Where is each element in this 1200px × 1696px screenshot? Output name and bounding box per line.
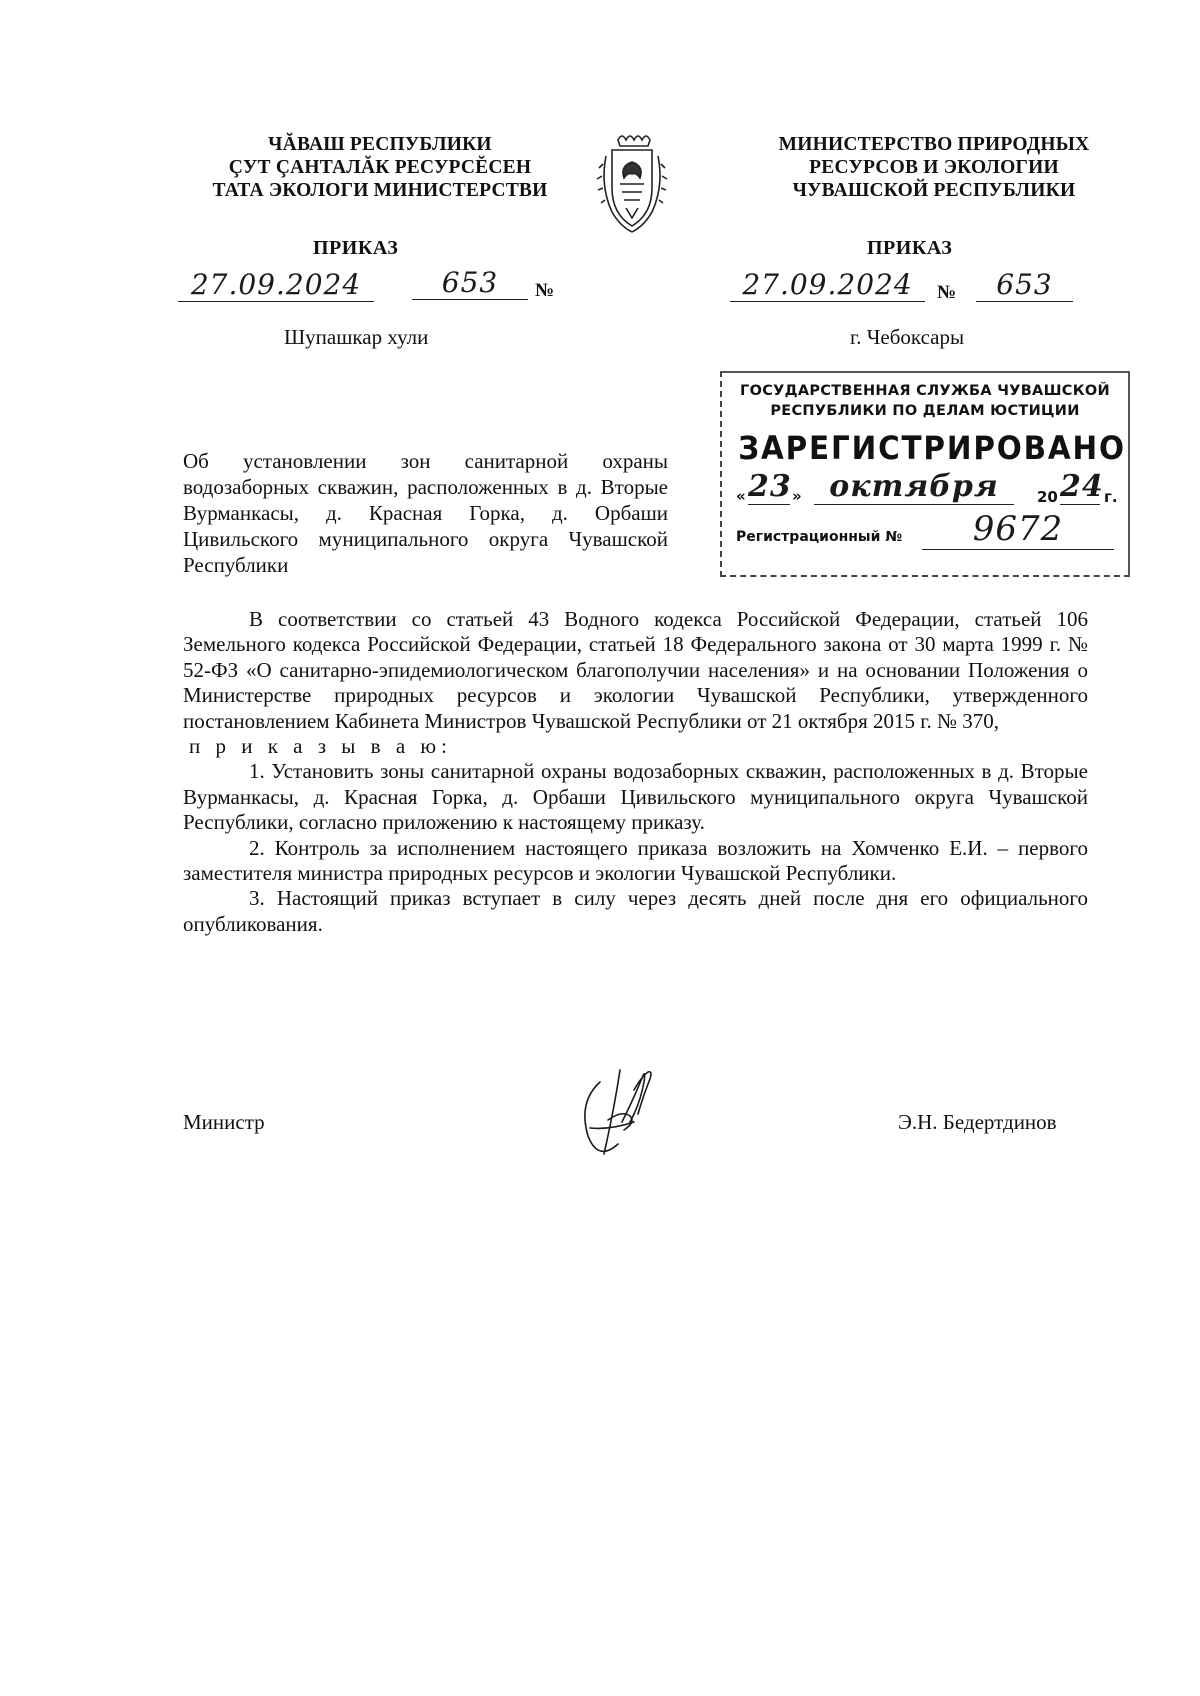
body-order-word: п р и к а з ы в а ю: <box>189 734 452 759</box>
body-item-2: 2. Контроль за исполнением настоящего приказа возложить на Хомченко Е.И. – первого заместителя министра природных ресурсов и экологии Чувашской Республики. <box>183 835 1088 886</box>
signatory-position: Министр <box>183 1110 265 1134</box>
stamp-reg-number: 9672 <box>922 509 1114 550</box>
stamp-date-row <box>722 469 1128 509</box>
header-left-line1: ЧĂВАШ РЕСПУБЛИКИ <box>268 134 492 155</box>
number-sign-right: № <box>937 282 957 303</box>
stamp-month: октября <box>814 469 1014 505</box>
registration-stamp <box>720 371 1130 577</box>
stamp-reg-row <box>722 509 1128 553</box>
order-date-left: 27.09.2024 <box>178 268 374 302</box>
stamp-quote-close: » <box>792 487 802 505</box>
order-body <box>183 607 1088 937</box>
header-left-line3: ТАТА ЭКОЛОГИ МИНИСТЕРСТВИ <box>212 180 548 201</box>
order-number-left: 653 <box>412 266 528 300</box>
body-item-3: 3. Настоящий приказ вступает в силу через десять дней после дня его официального опубликования. <box>183 886 1088 936</box>
order-title-right: ПРИКАЗ <box>867 237 953 259</box>
stamp-org-line1: ГОСУДАРСТВЕННАЯ СЛУЖБА ЧУВАШСКОЙ <box>740 383 1110 399</box>
place-left: Шупашкар хули <box>284 325 429 349</box>
header-right-line3: ЧУВАШСКОЙ РЕСПУБЛИКИ <box>792 180 1076 201</box>
order-date-right: 27.09.2024 <box>730 268 925 302</box>
body-preamble: В соответствии со статьей 43 Водного кодекса Российской Федерации, статьей 106 Земельного кодекса Российской Федерации, статьей 18 Федерального закона от 30 марта 1999 г. № 52-ФЗ «О санитарно-эпидемиологическом благополучии населения» и на основании Положения о Министерстве природных ресурсов и экологии Чувашской Республики, утвержденного постановлением Кабинета Министров Чувашской Республики от 21 октября 2015 г. № 370, <box>183 607 1088 733</box>
stamp-year-suffix: 24 <box>1060 469 1104 504</box>
place-right: г. Чебоксары <box>850 325 965 349</box>
header-right-line1: МИНИСТЕРСТВО ПРИРОДНЫХ <box>778 134 1090 155</box>
signatory-name: Э.Н. Бедертдинов <box>898 1110 1057 1134</box>
stamp-day: 23 <box>748 469 792 504</box>
stamp-org-line2: РЕСПУБЛИКИ ПО ДЕЛАМ ЮСТИЦИИ <box>770 403 1080 419</box>
stamp-quote-open: « <box>736 487 746 505</box>
header-left-line2: ÇУТ ÇАНТАЛĂК РЕСУРСĔСЕН <box>228 157 532 178</box>
stamp-year-prefix: 20 <box>1037 488 1058 506</box>
stamp-year-g: г. <box>1104 488 1118 506</box>
body-item-1: 1. Установить зоны санитарной охраны водозаборных скважин, расположенных в д. Вторые Вурманкасы, д. Красная Горка, д. Орбаши Цивильского муниципального округа Чувашской Республики, согласно приложению к настоящему приказу. <box>183 759 1088 835</box>
header-right-line2: РЕСУРСОВ И ЭКОЛОГИИ <box>809 157 1059 178</box>
order-title-left: ПРИКАЗ <box>313 237 399 259</box>
order-subject: Об установлении зон санитарной охраны водозаборных скважин, расположенных в д. Вторые Вурманкасы, д. Красная Горка, д. Орбаши Цивильского муниципального округа Чувашской Республики <box>183 449 668 577</box>
header-left <box>160 133 600 202</box>
order-number-right: 653 <box>976 268 1073 302</box>
stamp-registered: ЗАРЕГИСТРИРОВАНО <box>738 429 1126 467</box>
stamp-reg-label: Регистрационный № <box>736 529 903 545</box>
handwritten-signature <box>560 1062 680 1162</box>
header-right <box>714 133 1154 202</box>
chuvash-coat-of-arms-icon <box>592 128 672 236</box>
number-sign-left: № <box>535 280 555 301</box>
